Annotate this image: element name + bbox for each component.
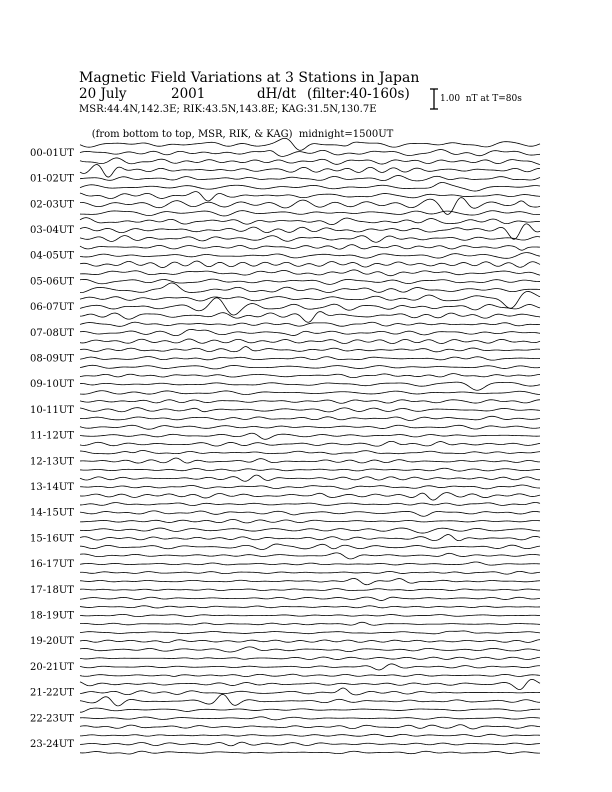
trace-00-01UT-KAG <box>80 138 540 150</box>
row-label-16-17UT: 16-17UT <box>30 559 74 571</box>
trace-18-19UT-RIK <box>80 614 540 616</box>
trace-02-03UT-RIK <box>80 198 540 215</box>
trace-21-22UT-KAG <box>80 679 540 689</box>
trace-08-09UT-MSR <box>80 365 540 369</box>
trace-11-12UT-MSR <box>80 441 540 446</box>
trace-13-14UT-RIK <box>80 485 540 489</box>
trace-00-01UT-MSR <box>80 158 540 164</box>
trace-12-13UT-RIK <box>80 458 540 463</box>
trace-14-15UT-RIK <box>80 511 540 516</box>
trace-14-15UT-KAG <box>80 503 540 506</box>
trace-06-07UT-MSR <box>80 312 540 323</box>
trace-18-19UT-MSR <box>80 622 540 625</box>
trace-18-19UT-KAG <box>80 606 540 608</box>
midnight-note: midnight=1500UT <box>298 129 394 140</box>
trace-16-17UT-MSR <box>80 571 540 574</box>
trace-06-07UT-KAG <box>80 291 540 308</box>
row-label-23-24UT: 23-24UT <box>30 739 74 751</box>
trace-05-06UT-RIK <box>80 279 540 284</box>
trace-19-20UT-MSR <box>80 647 540 652</box>
row-label-15-16UT: 15-16UT <box>30 533 74 545</box>
row-label-12-13UT: 12-13UT <box>30 456 74 468</box>
row-label-14-15UT: 14-15UT <box>30 507 74 519</box>
trace-23-24UT-MSR <box>80 751 540 754</box>
trace-06-07UT-RIK <box>80 298 540 315</box>
trace-07-08UT-RIK <box>80 329 540 335</box>
trace-21-22UT-MSR <box>80 694 540 705</box>
trace-17-18UT-MSR <box>80 597 540 600</box>
row-label-01-02UT: 01-02UT <box>30 173 74 185</box>
trace-23-24UT-RIK <box>80 742 540 746</box>
trace-09-10UT-RIK <box>80 382 540 390</box>
row-label-00-01UT: 00-01UT <box>30 147 74 159</box>
trace-20-21UT-RIK <box>80 664 540 670</box>
row-label-02-03UT: 02-03UT <box>30 199 74 211</box>
stations-line: MSR:44.4N,142.3E; RIK:43.5N,143.8E; KAG:31.5N,130.7E <box>79 104 377 115</box>
trace-16-17UT-RIK <box>80 562 540 565</box>
trace-17-18UT-RIK <box>80 589 540 591</box>
row-label-10-11UT: 10-11UT <box>30 404 74 416</box>
row-label-06-07UT: 06-07UT <box>30 302 74 314</box>
trace-10-11UT-RIK <box>80 408 540 412</box>
trace-01-02UT-KAG <box>80 165 540 177</box>
trace-13-14UT-KAG <box>80 475 540 481</box>
trace-10-11UT-MSR <box>80 416 540 420</box>
trace-14-15UT-MSR <box>80 519 540 522</box>
trace-05-06UT-MSR <box>80 283 540 293</box>
order-note: (from bottom to top, MSR, RIK, & KAG) <box>91 129 293 140</box>
trace-04-05UT-MSR <box>80 261 540 267</box>
row-label-22-23UT: 22-23UT <box>30 713 74 725</box>
trace-19-20UT-RIK <box>80 640 540 643</box>
trace-09-10UT-KAG <box>80 374 540 378</box>
trace-03-04UT-KAG <box>80 218 540 225</box>
chart-title: Magnetic Field Variations at 3 Stations in Japan <box>79 70 420 86</box>
trace-08-09UT-KAG <box>80 347 540 352</box>
trace-15-16UT-MSR <box>80 544 540 549</box>
trace-15-16UT-KAG <box>80 528 540 533</box>
row-label-17-18UT: 17-18UT <box>30 584 74 596</box>
row-label-07-08UT: 07-08UT <box>30 327 74 339</box>
trace-17-18UT-KAG <box>80 578 540 584</box>
trace-10-11UT-KAG <box>80 400 540 403</box>
row-label-08-09UT: 08-09UT <box>30 353 74 365</box>
trace-03-04UT-MSR <box>80 236 540 243</box>
trace-02-03UT-KAG <box>80 192 540 201</box>
row-label-04-05UT: 04-05UT <box>30 250 74 262</box>
trace-21-22UT-RIK <box>80 688 540 695</box>
trace-20-21UT-MSR <box>80 674 540 676</box>
row-label-20-21UT: 20-21UT <box>30 661 74 673</box>
row-label-19-20UT: 19-20UT <box>30 636 74 648</box>
trace-07-08UT-MSR <box>80 339 540 343</box>
trace-04-05UT-KAG <box>80 245 540 251</box>
trace-02-03UT-MSR <box>80 211 540 216</box>
trace-15-16UT-RIK <box>80 535 540 541</box>
row-label-09-10UT: 09-10UT <box>30 379 74 391</box>
trace-23-24UT-KAG <box>80 734 540 736</box>
row-label-18-19UT: 18-19UT <box>30 610 74 622</box>
filter-label: (filter:40-160s) <box>307 86 410 102</box>
trace-22-23UT-MSR <box>80 725 540 729</box>
trace-13-14UT-MSR <box>80 493 540 500</box>
trace-11-12UT-KAG <box>80 425 540 429</box>
row-label-05-06UT: 05-06UT <box>30 276 74 288</box>
date-year: 2001 <box>171 86 206 102</box>
trace-08-09UT-RIK <box>80 357 540 361</box>
trace-12-13UT-KAG <box>80 450 540 454</box>
row-label-21-22UT: 21-22UT <box>30 687 74 699</box>
trace-11-12UT-RIK <box>80 433 540 439</box>
row-label-03-04UT: 03-04UT <box>30 225 74 237</box>
row-label-13-14UT: 13-14UT <box>30 482 74 494</box>
trace-07-08UT-KAG <box>80 322 540 326</box>
trace-01-02UT-RIK <box>80 176 540 181</box>
trace-19-20UT-KAG <box>80 631 540 634</box>
row-label-11-12UT: 11-12UT <box>30 430 74 442</box>
trace-03-04UT-RIK <box>80 224 540 239</box>
trace-16-17UT-KAG <box>80 553 540 559</box>
trace-09-10UT-MSR <box>80 391 540 395</box>
scale-label: 1.00 nT at T=80s <box>440 94 522 104</box>
trace-12-13UT-MSR <box>80 468 540 471</box>
quantity-label: dH/dt <box>257 86 297 102</box>
trace-04-05UT-RIK <box>80 253 540 259</box>
date-day-month: 20 July <box>79 86 127 102</box>
trace-22-23UT-KAG <box>80 708 540 712</box>
trace-00-01UT-RIK <box>80 150 540 157</box>
trace-05-06UT-KAG <box>80 270 540 276</box>
trace-22-23UT-RIK <box>80 717 540 720</box>
trace-20-21UT-KAG <box>80 657 540 659</box>
trace-01-02UT-MSR <box>80 182 540 191</box>
